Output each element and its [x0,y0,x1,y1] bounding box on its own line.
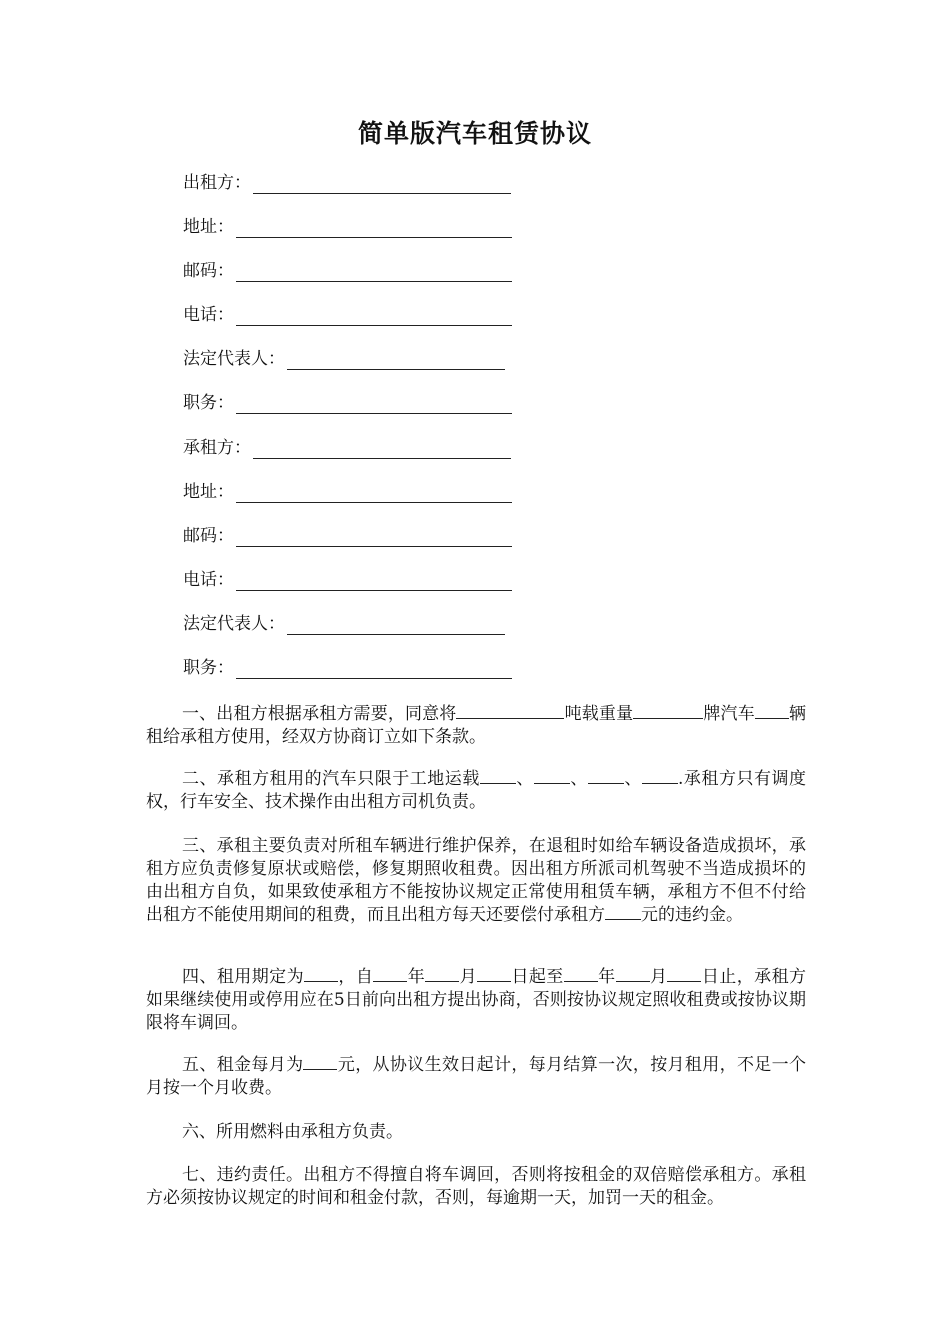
fill-blank [616,966,650,982]
fill-blank [373,966,407,982]
clause-separator: 、 [623,769,642,789]
clause-text: 月 [649,967,668,987]
field-label: 职务： [183,393,234,413]
lessee-address-field [183,481,512,503]
clause-text: 日起至 [511,967,564,987]
field-label: 电话： [183,305,234,325]
lessor-party-field [183,172,511,194]
document-title: 简单版汽车租赁协议 [357,119,592,148]
clause-7: 七、违约责任。出租方不得擅自将车调回，否则将按租金的双倍赔偿承租方。承租方必须按协议规定的时间和租金付款，否则，每逾期一天，加罚一天的租金。 [146,1165,806,1208]
fill-blank [534,768,570,784]
lessee-phone-field [183,569,512,591]
clause-text: 牌汽车 [703,704,755,724]
clause-text: 年 [597,967,616,987]
field-label: 承租方： [183,438,251,458]
fill-line [253,177,511,194]
fill-blank [477,966,511,982]
lessor-position-field [183,392,512,414]
fill-blank [755,703,789,719]
lessor-phone-field [183,304,512,326]
lessor-rep-field [183,348,505,370]
clause-separator: 、 [569,769,588,789]
clause-6: 六、所用燃料由承租方负责。 [182,1122,403,1142]
field-label: 职务： [183,658,234,678]
clause-separator: 、 [515,769,534,789]
fill-line [236,662,512,679]
lessee-position-field [183,657,512,679]
field-label: 法定代表人： [183,349,285,369]
field-label: 邮码： [183,526,234,546]
field-label: 电话： [183,570,234,590]
fill-blank [425,966,459,982]
field-label: 地址： [183,482,234,502]
clause-3 [146,835,806,927]
lessor-address-field [183,216,512,238]
clause-text: 年 [407,967,426,987]
clause-2 [146,768,806,814]
fill-line [236,530,512,547]
clause-text: 一、出租方根据承租方需要，同意将 [182,704,457,724]
clause-text: 二、承租方租用的汽车只限于工地运载 [182,769,480,789]
fill-blank [633,703,703,719]
lessee-postcode-field [183,525,512,547]
fill-line [253,442,511,459]
clause-text: 日止，承租方如果继续使用或停用应在5日前向出租方提出协商，否则按协议规定照收租费或按协议期限将车调回。 [146,967,807,1033]
fill-line [236,221,512,238]
fill-blank [588,768,624,784]
fill-line [287,353,505,370]
clause-1 [146,703,806,749]
field-label: 出租方： [183,173,251,193]
clause-text: 四、租用期定为 [182,967,304,987]
clause-text: 辆租给承租方使用，经双方协商订立如下条款。 [146,704,807,747]
fill-blank [667,966,701,982]
field-label: 地址： [183,217,234,237]
lessee-party-field [183,437,511,459]
fill-blank [642,768,678,784]
field-label: 邮码： [183,261,234,281]
fill-blank [480,768,516,784]
clause-text: 元的违约金。 [641,905,743,925]
fill-line [236,486,512,503]
clause-text: 元，从协议生效日起计，每月结算一次，按月租用，不足一个月按一个月收费。 [146,1055,807,1098]
fill-blank [304,966,338,982]
field-label: 法定代表人： [183,614,285,634]
clause-text: 三、承租主要负责对所租车辆进行维护保养，在退租时如给车辆设备造成损坏，承租方应负责修复原状或赔偿，修复期照收租费。因出租方所派司机驾驶不当造成损坏的由出租方自负，如果致使承租方不能按协议规定正常使用租赁车辆，承租方不但不付给出租方不能使用期间的租费，而且出租方每天还要偿付承租方 [146,836,806,925]
fill-line [236,309,512,326]
fill-line [236,574,512,591]
fill-line [236,397,512,414]
lessor-postcode-field [183,260,512,282]
clause-text: 五、租金每月为 [182,1055,304,1075]
clause-4 [146,966,806,1035]
clause-text: 月 [459,967,478,987]
fill-blank [303,1054,337,1070]
clause-text: ，自 [338,967,374,987]
lessee-rep-field [183,613,505,635]
clause-5 [146,1054,806,1100]
clause-text: 吨载重量 [564,704,634,724]
fill-blank [456,703,564,719]
fill-blank [564,966,598,982]
fill-line [236,265,512,282]
fill-line [287,618,505,635]
fill-blank [605,904,641,920]
clause-text: .承租方只有调度权，行车安全、技术操作由出租方司机负责。 [146,769,807,812]
